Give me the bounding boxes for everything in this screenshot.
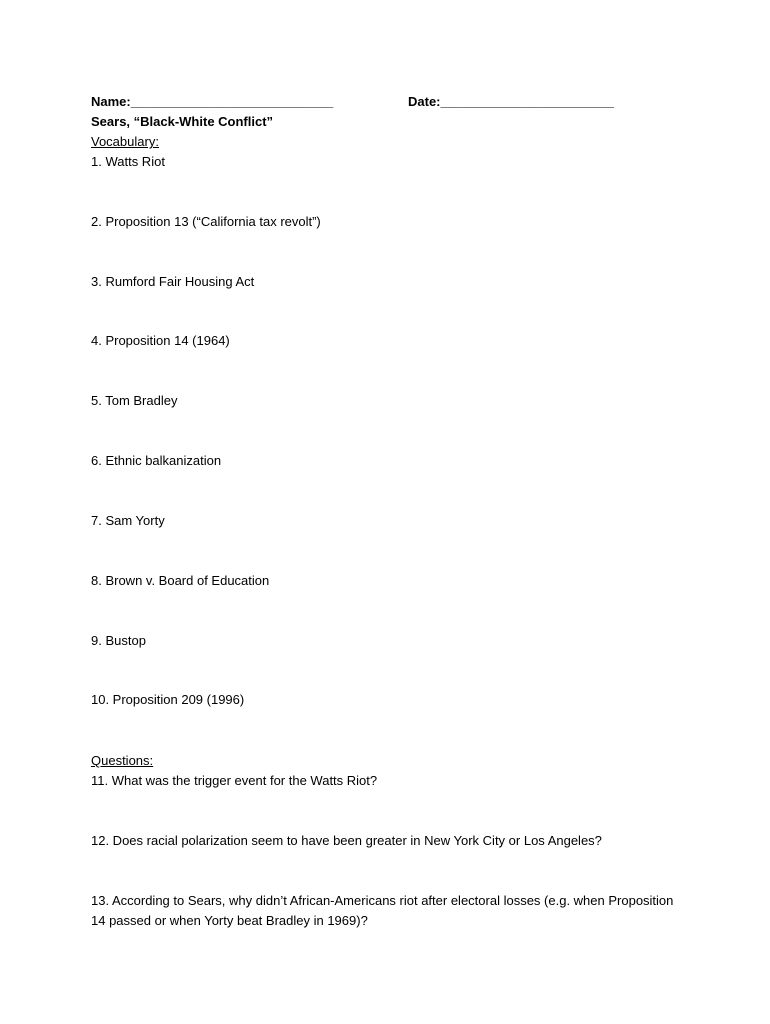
questions-heading: Questions: [91, 753, 154, 768]
date-field-label: Date:________________________ [408, 94, 615, 109]
vocabulary-item: 2. Proposition 13 (“California tax revolt”) [91, 214, 321, 229]
question-item: 13. According to Sears, why didn’t African-Americans riot after electoral losses (e.g. when Proposition 14 passed or when Yorty beat Bradley in 1969)? [91, 893, 674, 928]
vocabulary-heading: Vocabulary: [91, 134, 159, 149]
name-field-label: Name:____________________________ [91, 94, 334, 109]
vocabulary-item: 5. Tom Bradley [91, 393, 178, 408]
vocabulary-item: 10. Proposition 209 (1996) [91, 692, 245, 707]
worksheet-title: Sears, “Black-White Conflict” [91, 114, 274, 129]
vocabulary-item: 9. Bustop [91, 633, 146, 648]
question-item: 11. What was the trigger event for the Watts Riot? [91, 773, 378, 788]
vocabulary-item: 3. Rumford Fair Housing Act [91, 274, 255, 289]
question-item: 12. Does racial polarization seem to have been greater in New York City or Los Angeles? [91, 833, 602, 848]
vocabulary-item: 8. Brown v. Board of Education [91, 573, 270, 588]
vocabulary-item: 7. Sam Yorty [91, 513, 165, 528]
vocabulary-item: 1. Watts Riot [91, 154, 165, 169]
vocabulary-item: 6. Ethnic balkanization [91, 453, 222, 468]
vocabulary-item: 4. Proposition 14 (1964) [91, 333, 230, 348]
